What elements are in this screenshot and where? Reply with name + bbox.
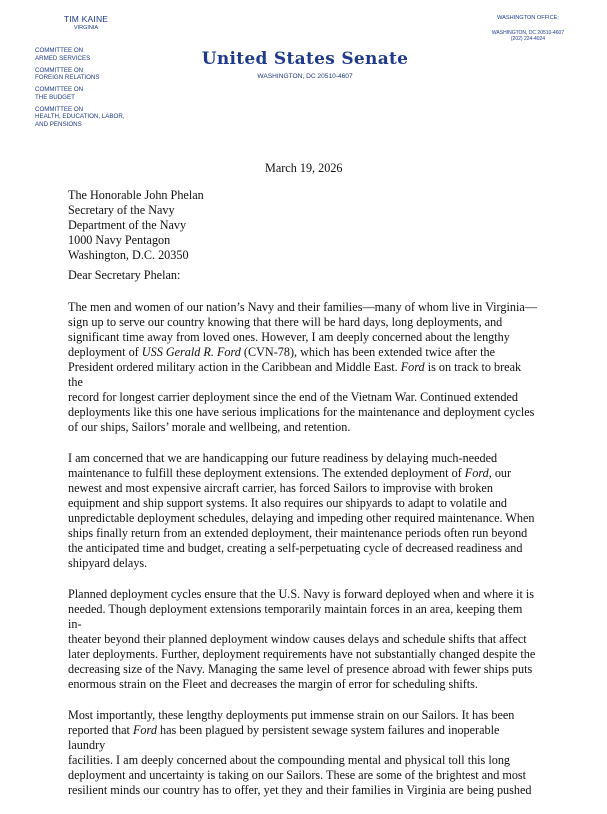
- ship-name: Ford: [132, 723, 157, 737]
- senator-state: VIRGINIA: [73, 25, 99, 31]
- recipient-line: Secretary of the Navy: [68, 203, 175, 217]
- letter-body: [68, 300, 538, 814]
- committee-armed-services: COMMITTEE ON ARMED SERVICES: [35, 47, 91, 62]
- committee-budget: COMMITTEE ON THE BUDGET: [35, 86, 84, 101]
- committee-list: [35, 47, 175, 133]
- body-paragraph-1: [68, 300, 538, 435]
- recipient-line: Washington, D.C. 20350: [68, 248, 189, 262]
- office-label: WASHINGTON OFFICE:: [497, 15, 559, 21]
- washington-office-block: [458, 15, 598, 42]
- paragraph-text: The men and women of our nation’s Navy and their families—many of whom live in Virginia— sign up to serve our country knowing that there will be hard days, long deployments, and significant time away from loved ones. However, I am deeply concerned about the lengthy deployment of: [68, 300, 537, 359]
- paragraph-text: , our newest and most expensive aircraft carrier, has forced Sailors to improvise with broken equipment and ship support systems. It also requires our shipyards to adapt to volatile and unpredictable deployment schedules, delaying and impeding other required maintenance. When ships finally return from an extended deployment, their maintenance periods often run beyond the anticipated time and budget, creating a self-perpetuating cycle of decreased readiness and shipyard delays.: [68, 466, 535, 570]
- office-phone: (202) 224-4024: [510, 36, 546, 42]
- ship-name: USS Gerald R. Ford: [141, 345, 241, 359]
- paragraph-text: is on track to break the record for longest carrier deployment since the end of the Vietnam War. Continued extended deployments like this one have serious implications for the maintenance and deployment cycles of our ships, Sailors’ morale and wellbeing, and retention.: [68, 360, 535, 434]
- letterhead-address: WASHINGTON, DC 20510-4607: [257, 73, 353, 80]
- ship-name: Ford: [400, 360, 425, 374]
- committee-foreign-relations: COMMITTEE ON FOREIGN RELATIONS: [35, 66, 100, 81]
- body-paragraph-3: [68, 587, 538, 692]
- recipient-line: The Honorable John Phelan: [68, 188, 204, 202]
- ship-name: Ford: [464, 466, 489, 480]
- office-address: WASHINGTON, DC 20510-4607: [491, 30, 565, 36]
- senator-name: TIM KAINE: [63, 14, 109, 24]
- paragraph-text: (CVN-78), which has been extended twice after the President ordered military action in the Caribbean and Middle East.: [68, 345, 496, 374]
- committee-help: COMMITTEE ON HEALTH, EDUCATION, LABOR, AND PENSIONS: [35, 105, 125, 128]
- senate-letterhead-title: United States Senate: [201, 49, 409, 69]
- paragraph-text: has been plagued by persistent sewage system failures and inoperable laundry facilities. I am deeply concerned about the compounding mental and physical toll this long deployment and uncertainty is taking on our Sailors. These are some of the brightest and most resilient minds our country has to offer, yet they and their families in Virginia are being pushed: [68, 723, 532, 797]
- recipient-line: 1000 Navy Pentagon: [68, 233, 171, 247]
- body-paragraph-2: [68, 451, 538, 571]
- salutation: Dear Secretary Phelan:: [68, 268, 181, 282]
- recipient-line: Department of the Navy: [68, 218, 187, 232]
- paragraph-text: Most importantly, these lengthy deployments put immense strain on our Sailors. It has been reported that: [68, 708, 515, 737]
- paragraph-text: Planned deployment cycles ensure that the U.S. Navy is forward deployed when and where it is needed. Though deployment extensions temporarily maintain forces in an area, keeping them in- theater beyond their planned deployment window causes delays and schedule shifts that affect later deployments. Further, deployment requirements have not substantially changed despite the decreasing size of the Navy. Managing the same level of presence abroad with fewer ships puts enormous strain on the Fleet and decreases the margin of error for scheduling shifts.: [68, 587, 536, 691]
- recipient-address: [68, 188, 368, 263]
- letter-date: March 19, 2026: [265, 161, 343, 175]
- paragraph-text: I am concerned that we are handicapping our future readiness by delaying much-needed maintenance to fulfill these deployment extensions. The extended deployment of: [68, 451, 498, 480]
